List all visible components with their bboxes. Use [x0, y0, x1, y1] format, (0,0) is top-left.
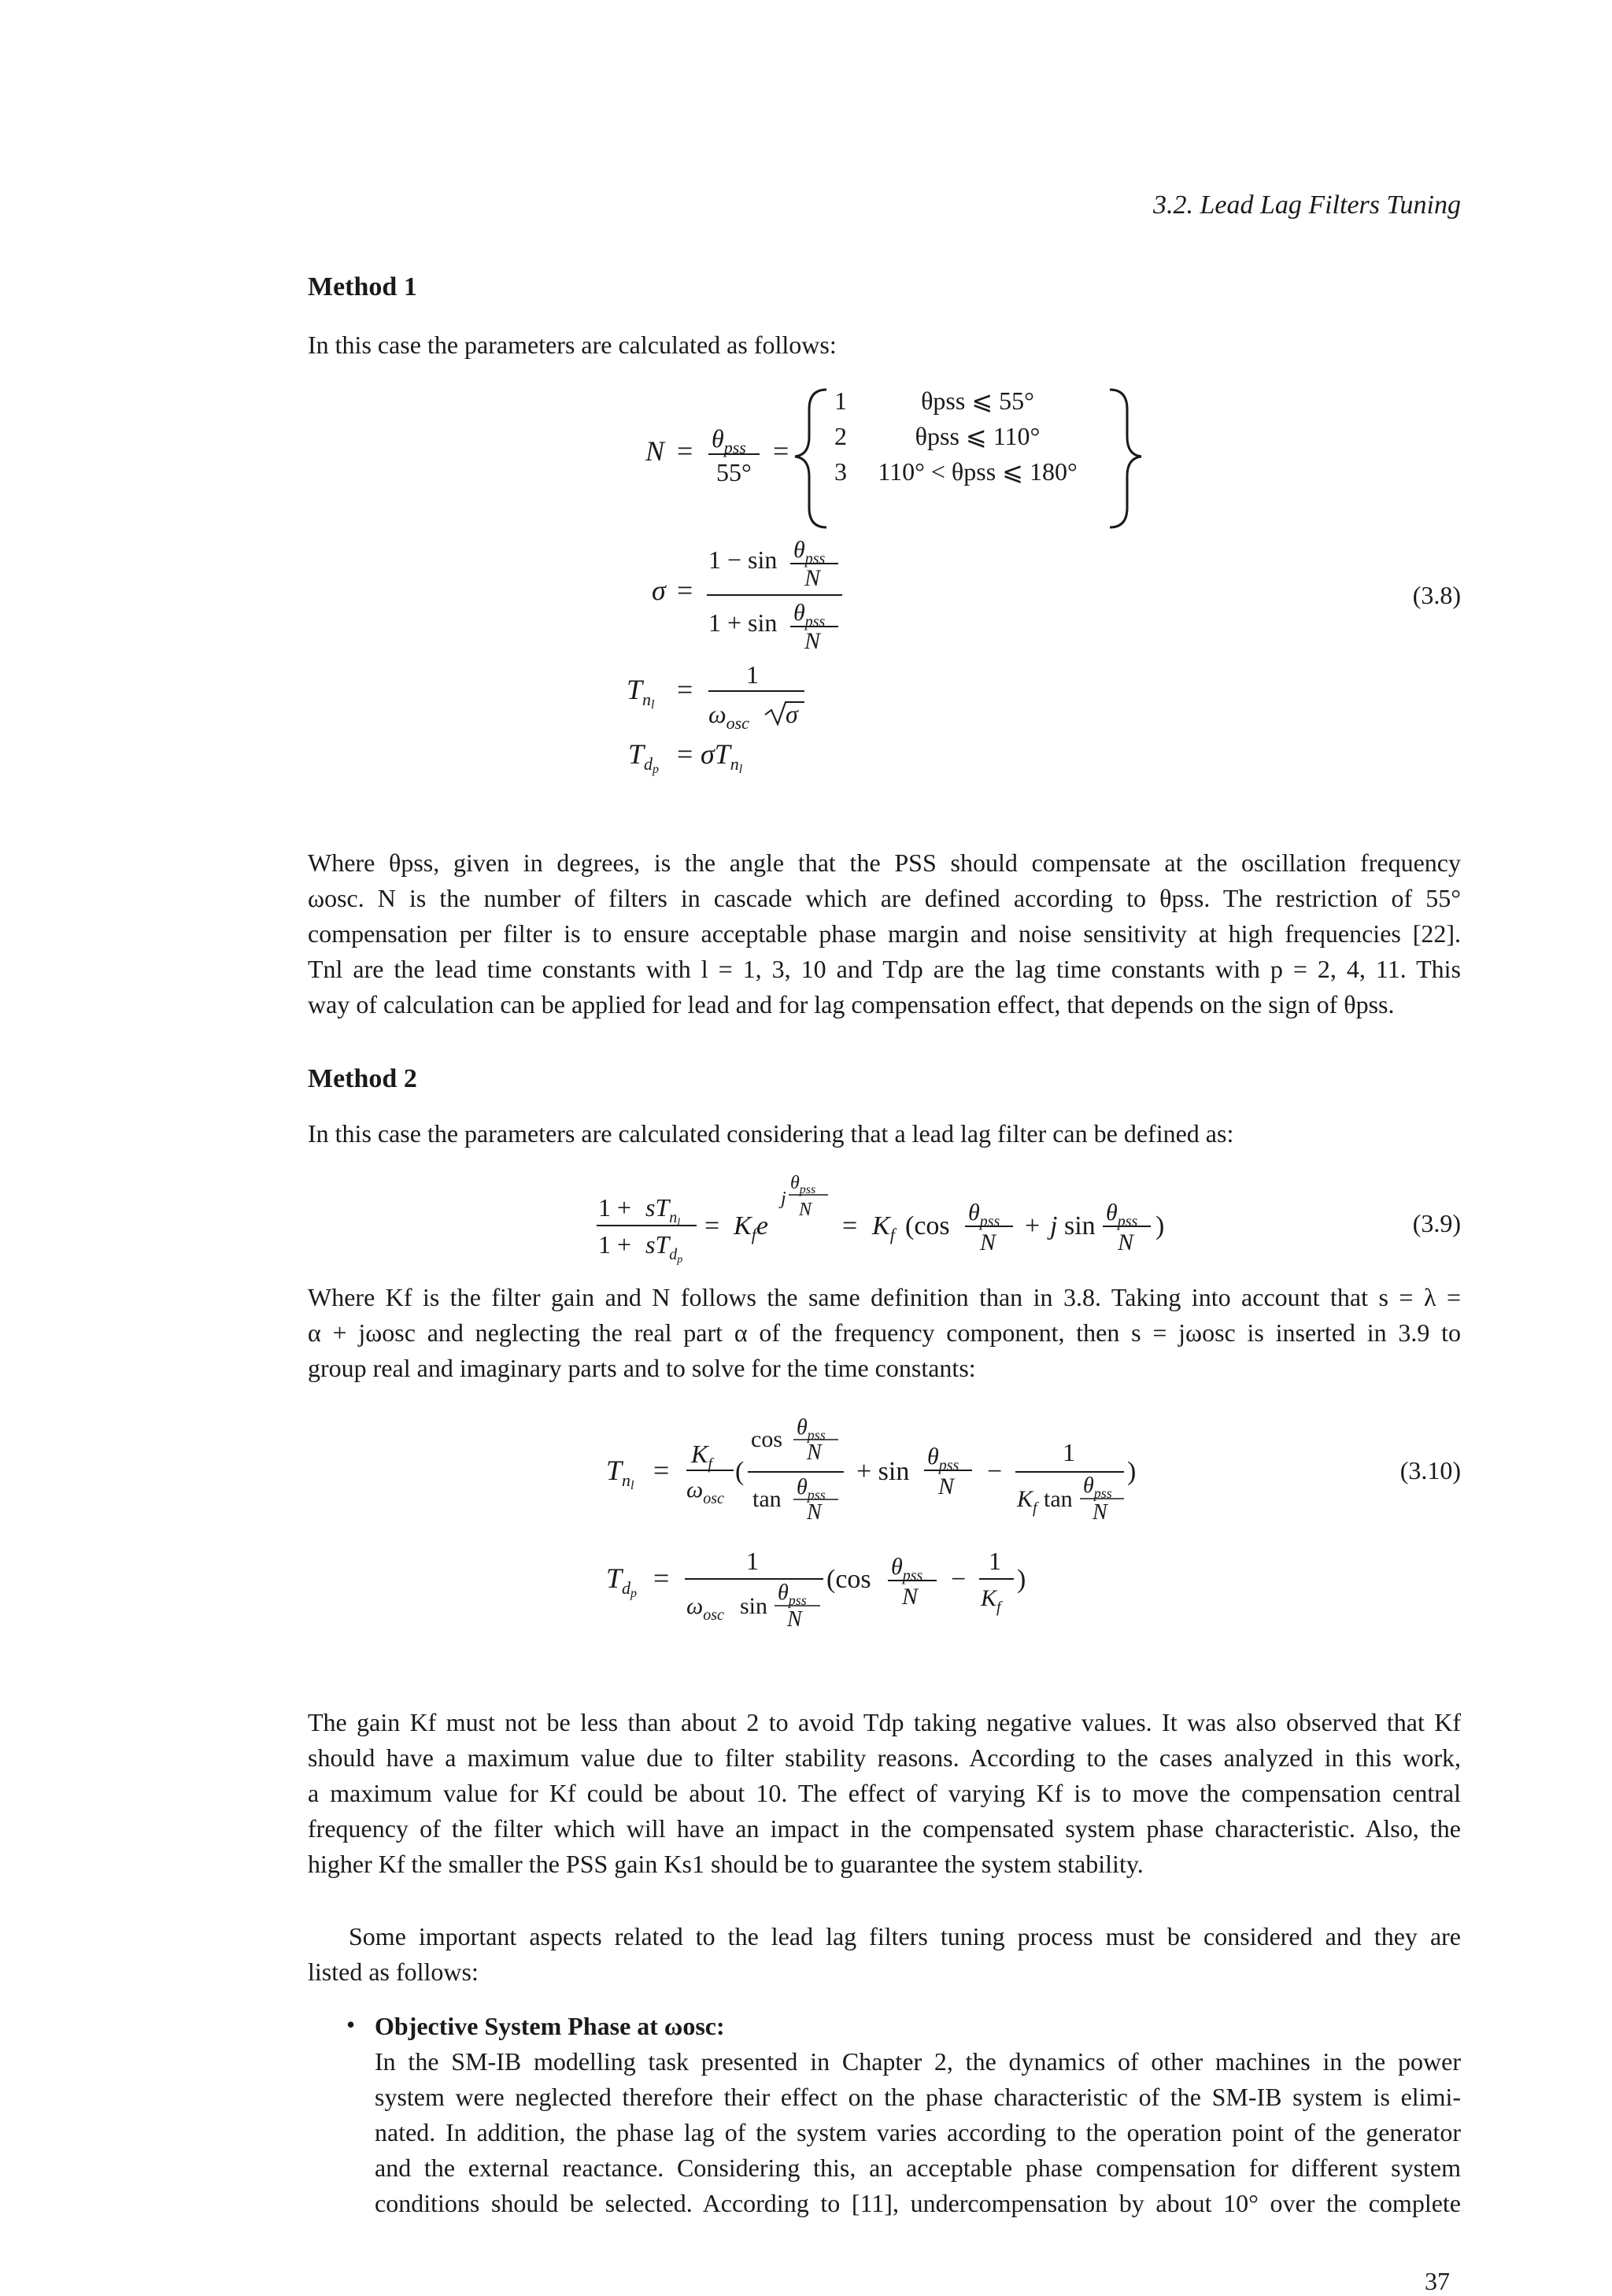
- bullet-1: [375, 2009, 1461, 2221]
- svg-text:=: =: [842, 1211, 858, 1240]
- svg-text:j: j: [781, 1189, 786, 1209]
- method1-intro: In this case the parameters are calculated as follows:: [308, 331, 837, 359]
- para3-line: a maximum value for Kf could be about 10. The effect of varying Kf is to move the compensation central: [308, 1779, 1461, 1807]
- svg-text:sTnl: $sT_{n_l}$: [645, 1193, 681, 1229]
- bullet1-line: and the external reactance. Considering this, an acceptable phase compensation for different system: [375, 2154, 1461, 2182]
- svg-text:θpss: $\theta_{pss}$: [793, 600, 826, 630]
- svg-text:Tnl: $T_{nl}$: [606, 1455, 634, 1492]
- svg-text:θpss: $\theta_{pss}$: [790, 1173, 816, 1196]
- svg-text:N: N: [807, 1500, 822, 1525]
- svg-text:ωosc: $\omega_{osc}$: [708, 700, 749, 733]
- para2-line: group real and imaginary parts and to solve for the time constants:: [308, 1354, 976, 1382]
- svg-text:θpss: $\theta_{pss}$: [968, 1200, 1000, 1230]
- svg-text:θpss: $\theta_{pss}$: [1106, 1200, 1138, 1230]
- running-header: 3.2. Lead Lag Filters Tuning: [1152, 190, 1461, 220]
- svg-text:): ): [1017, 1565, 1026, 1594]
- method2-heading: Method 2: [308, 1064, 417, 1093]
- method2-intro: In this case the parameters are calculated considering that a lead lag filter can be defined as:: [308, 1119, 1234, 1148]
- para2-line: Where Kf is the filter gain and N follows the same definition than in 3.8. Taking into account that s = λ =: [308, 1283, 1461, 1311]
- svg-text:Tdp: $T_{dp}$: [628, 738, 660, 776]
- para1-line: Tnl are the lead time constants with l = 1, 3, 10 and Tdp are the lag time constants with p = 2, 4, 11. This: [308, 955, 1461, 983]
- svg-text:N: N: [902, 1584, 919, 1610]
- svg-text:cos: cos: [751, 1426, 782, 1452]
- svg-text:N: N: [645, 435, 665, 467]
- svg-text:Kf: $K_f$: [691, 1440, 712, 1473]
- svg-text:sin: sin: [1064, 1211, 1096, 1240]
- bullet-1-title: Objective System Phase at ωosc:: [375, 2012, 725, 2040]
- eq-number-3-10: (3.10): [1399, 1456, 1461, 1484]
- svg-text:θpss: $\theta_{pss}$: [797, 1415, 826, 1443]
- svg-text:+: +: [1025, 1211, 1041, 1240]
- svg-text:=: =: [704, 1211, 720, 1240]
- svg-text:Kf: $K_f$: [872, 1211, 895, 1244]
- paragraph-2: [308, 1280, 1461, 1386]
- svg-text:θpss: $\theta_{pss}$: [793, 537, 826, 568]
- svg-text:Kf: $K_f$: [1017, 1486, 1037, 1517]
- para3-line: higher Kf the smaller the PSS gain Ks1 should be to guarantee the system stability.: [308, 1850, 1144, 1878]
- svg-text:σ: σ: [652, 575, 666, 606]
- para2-line: α + jωosc and neglecting the real part α of the frequency component, then s = jωosc is inserted in 3.9 to: [308, 1318, 1461, 1347]
- svg-text:N: N: [787, 1607, 802, 1632]
- svg-text:Tdp: $T_{dp}$: [606, 1562, 638, 1600]
- bullet1-line: conditions should be selected. According to [11], undercompensation by about 10° over the complete: [375, 2189, 1461, 2217]
- svg-text:tan: tan: [1044, 1486, 1073, 1512]
- svg-text:=: =: [677, 674, 693, 705]
- svg-text:ωosc: $\omega_{osc}$: [686, 1477, 724, 1507]
- case-2-condition: θpss ⩽ 110°: [915, 422, 1041, 450]
- svg-text:N: N: [804, 628, 821, 654]
- svg-text:θpss: $\theta_{pss}$: [797, 1475, 826, 1503]
- svg-text:θpss: $\theta_{pss}$: [891, 1554, 923, 1584]
- bullet1-line: system were neglected therefore their effect on the phase characteristic of the SM-IB system is elimi-: [375, 2083, 1461, 2111]
- svg-text:): ): [1127, 1457, 1137, 1486]
- para1-line: Where θpss, given in degrees, is the angle that the PSS should compensate at the oscillation frequency: [308, 849, 1461, 877]
- bullet1-line: nated. In addition, the phase lag of the system varies according to the operation point of the generator: [375, 2118, 1461, 2146]
- svg-text:θpss: $\theta_{pss}$: [1083, 1473, 1112, 1501]
- svg-text:N: N: [980, 1229, 996, 1255]
- svg-text:j: j: [1050, 1211, 1058, 1240]
- svg-text:1 − sin: 1 − sin: [708, 545, 778, 574]
- svg-text:ωosc: $\omega_{osc}$: [686, 1593, 724, 1624]
- svg-text:): ): [1155, 1211, 1165, 1240]
- para3-line: The gain Kf must not be less than about 2 to avoid Tdp taking negative values. It was also observed that Kf: [308, 1708, 1461, 1736]
- svg-text:1 +: 1 +: [598, 1193, 632, 1222]
- svg-text:θpss: $\theta_{pss}$: [712, 424, 746, 457]
- paragraph-3: [308, 1705, 1461, 1882]
- bullet1-line: In the SM-IB modelling task presented in Chapter 2, the dynamics of other machines in the power: [375, 2047, 1461, 2076]
- para1-line: ωosc. N is the number of filters in cascade which are defined according to θpss. The restriction of 55°: [308, 884, 1461, 912]
- svg-text:=: =: [677, 738, 693, 770]
- svg-text:−: −: [951, 1565, 967, 1594]
- svg-text:=: =: [773, 435, 789, 467]
- svg-text:=: =: [677, 435, 693, 467]
- svg-text:Tnl: $T_{nl}$: [627, 674, 655, 712]
- paragraph-4: [308, 1919, 1461, 1990]
- eq-number-3-8: (3.8): [1412, 581, 1461, 609]
- para4-line: listed as follows:: [308, 1958, 479, 1986]
- equation-3-10: [598, 1401, 1196, 1645]
- svg-text:N: N: [1093, 1500, 1107, 1525]
- svg-text:=: =: [653, 1562, 670, 1594]
- svg-text:1: 1: [746, 660, 759, 689]
- equation-3-9: [582, 1165, 1212, 1275]
- svg-text:=: =: [653, 1455, 670, 1486]
- case-2: 2: [834, 422, 847, 450]
- svg-text:tan: tan: [752, 1486, 782, 1512]
- svg-text:55°: 55°: [716, 458, 752, 486]
- svg-text:sin: sin: [740, 1593, 768, 1619]
- para3-line: frequency of the filter which will have an impact in the compensated system phase characteristic. Also, the: [308, 1814, 1461, 1843]
- svg-text:θpss: $\theta_{pss}$: [927, 1444, 959, 1474]
- svg-text:σTnl: $\sigma T_{nl}$: [701, 738, 743, 776]
- svg-text:sTdp: $sT_{d_p}$: [645, 1230, 683, 1266]
- svg-text:1: 1: [746, 1547, 759, 1575]
- svg-text:=: =: [677, 575, 693, 606]
- svg-text:−: −: [987, 1457, 1003, 1486]
- svg-text:(cos: (cos: [826, 1565, 871, 1594]
- case-1: 1: [834, 386, 847, 415]
- svg-text:θpss: $\theta_{pss}$: [778, 1581, 807, 1608]
- svg-text:N: N: [804, 565, 821, 591]
- svg-text:1 + sin: 1 + sin: [708, 608, 778, 637]
- equation-3-8: [598, 378, 1165, 787]
- svg-text:+ sin: + sin: [856, 1457, 910, 1486]
- svg-text:1 +: 1 +: [598, 1230, 632, 1259]
- para3-line: should have a maximum value due to filter stability reasons. According to the cases analyzed in this work,: [308, 1743, 1461, 1772]
- case-3: 3: [834, 457, 847, 486]
- eq-number-3-9: (3.9): [1412, 1209, 1461, 1237]
- svg-text:1: 1: [1063, 1438, 1075, 1466]
- svg-text:Kfe: $K_fe$: [734, 1211, 768, 1244]
- para1-line: way of calculation can be applied for lead and for lag compensation effect, that depends on the sign of θpss.: [308, 990, 1395, 1019]
- svg-text:Kf: $K_f$: [981, 1585, 1001, 1616]
- svg-text:N: N: [807, 1440, 822, 1465]
- method1-heading: Method 1: [308, 272, 417, 301]
- svg-text:N: N: [1118, 1229, 1134, 1255]
- bullet-marker: •: [346, 2010, 356, 2039]
- para1-line: compensation per filter is to ensure acceptable phase margin and noise sensitivity at high frequencies [22].: [308, 919, 1461, 948]
- svg-text:N: N: [799, 1200, 812, 1220]
- para4-line: Some important aspects related to the lead lag filters tuning process must be considered and they are: [349, 1922, 1461, 1950]
- page-number: 37: [1425, 2267, 1450, 2295]
- case-1-condition: θpss ⩽ 55°: [921, 386, 1034, 415]
- case-3-condition: 110° < θpss ⩽ 180°: [878, 457, 1078, 486]
- svg-text:σ: σ: [786, 700, 798, 728]
- paragraph-1: [308, 845, 1461, 1022]
- svg-text:(cos: (cos: [905, 1211, 950, 1240]
- svg-text:1: 1: [989, 1547, 1001, 1575]
- svg-text:(: (: [735, 1457, 745, 1486]
- svg-text:N: N: [938, 1473, 955, 1499]
